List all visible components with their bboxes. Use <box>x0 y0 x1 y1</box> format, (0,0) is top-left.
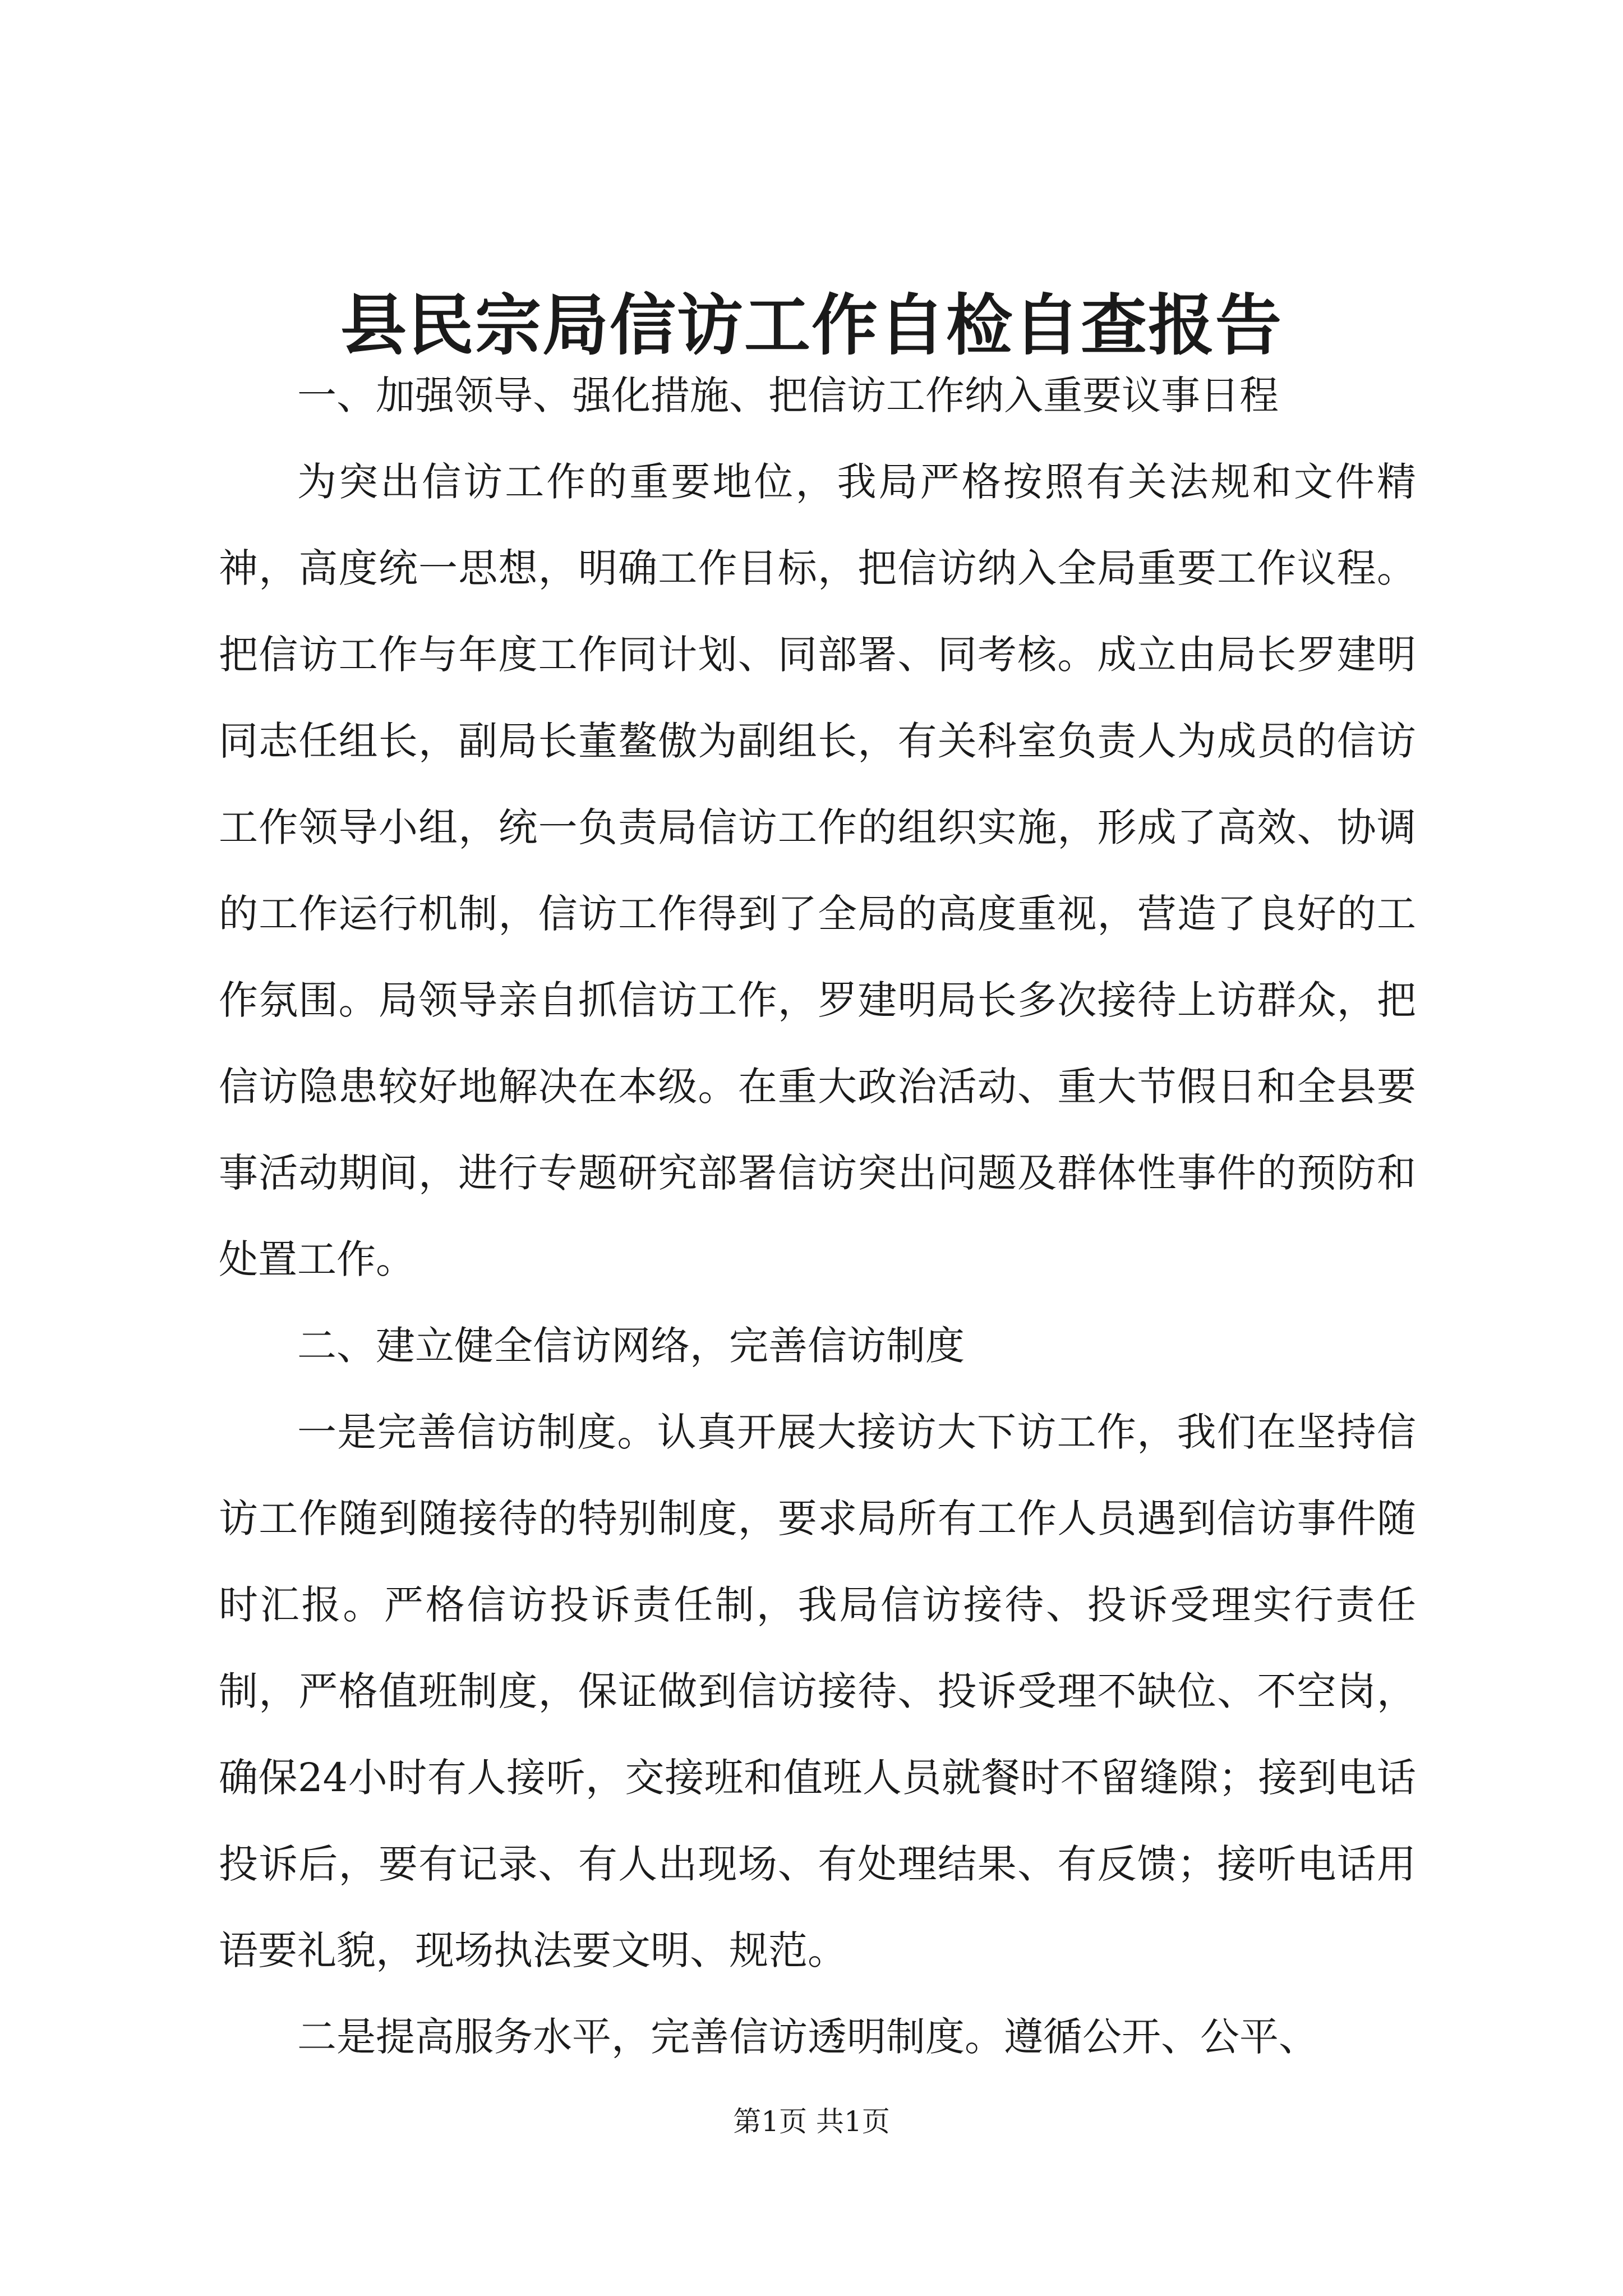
section-heading-1: 一、加强领导、强化措施、把信访工作纳入重要议事日程 <box>297 372 1279 418</box>
page-number-current: 第1页 <box>733 2105 808 2138</box>
body-paragraph: 二是提高服务水平，完善信访透明制度。遵循公开、公平、 <box>297 2014 1318 2060</box>
section-heading-2: 二、建立健全信访网络，完善信访制度 <box>297 1323 965 1369</box>
footer-separator <box>807 2105 816 2138</box>
document-body <box>219 352 1416 2080</box>
document-title: 县民宗局信访工作自检自查报告 <box>340 286 1283 364</box>
page-number-total: 共1页 <box>815 2105 890 2138</box>
body-paragraph: 一是完善信访制度。认真开展大接访大下访工作，我们在坚持信访工作随到随接待的特别制度，要求局所有工作人员遇到信访事件随时汇报。严格信访投诉责任制，我局信访接待、投诉受理实行责任制，严格值班制度，保证做到信访接待、投诉受理不缺位、不空岗，确保24小时有人接听，交接班和值班人员就餐时不留缝隙；接到电话投诉后，要有记录、有人出现场、有处理结果、有反馈；接听电话用语要礼貌，现场执法要文明、规范。 <box>219 1409 1416 1973</box>
page-footer <box>0 2099 1623 2144</box>
body-paragraph: 为突出信访工作的重要地位，我局严格按照有关法规和文件精神，高度统一思想，明确工作目标，把信访纳入全局重要工作议程。把信访工作与年度工作同计划、同部署、同考核。成立由局长罗建明同志任组长，副局长董鳌傲为副组长，有关科室负责人为成员的信访工作领导小组，统一负责局信访工作的组织实施，形成了高效、协调的工作运行机制，信访工作得到了全局的高度重视，营造了良好的工作氛围。局领导亲自抓信访工作，罗建明局长多次接待上访群众，把信访隐患较好地解决在本级。在重大政治活动、重大节假日和全县要事活动期间，进行专题研究部署信访突出问题及群体性事件的预防和处置工作。 <box>219 459 1416 1282</box>
